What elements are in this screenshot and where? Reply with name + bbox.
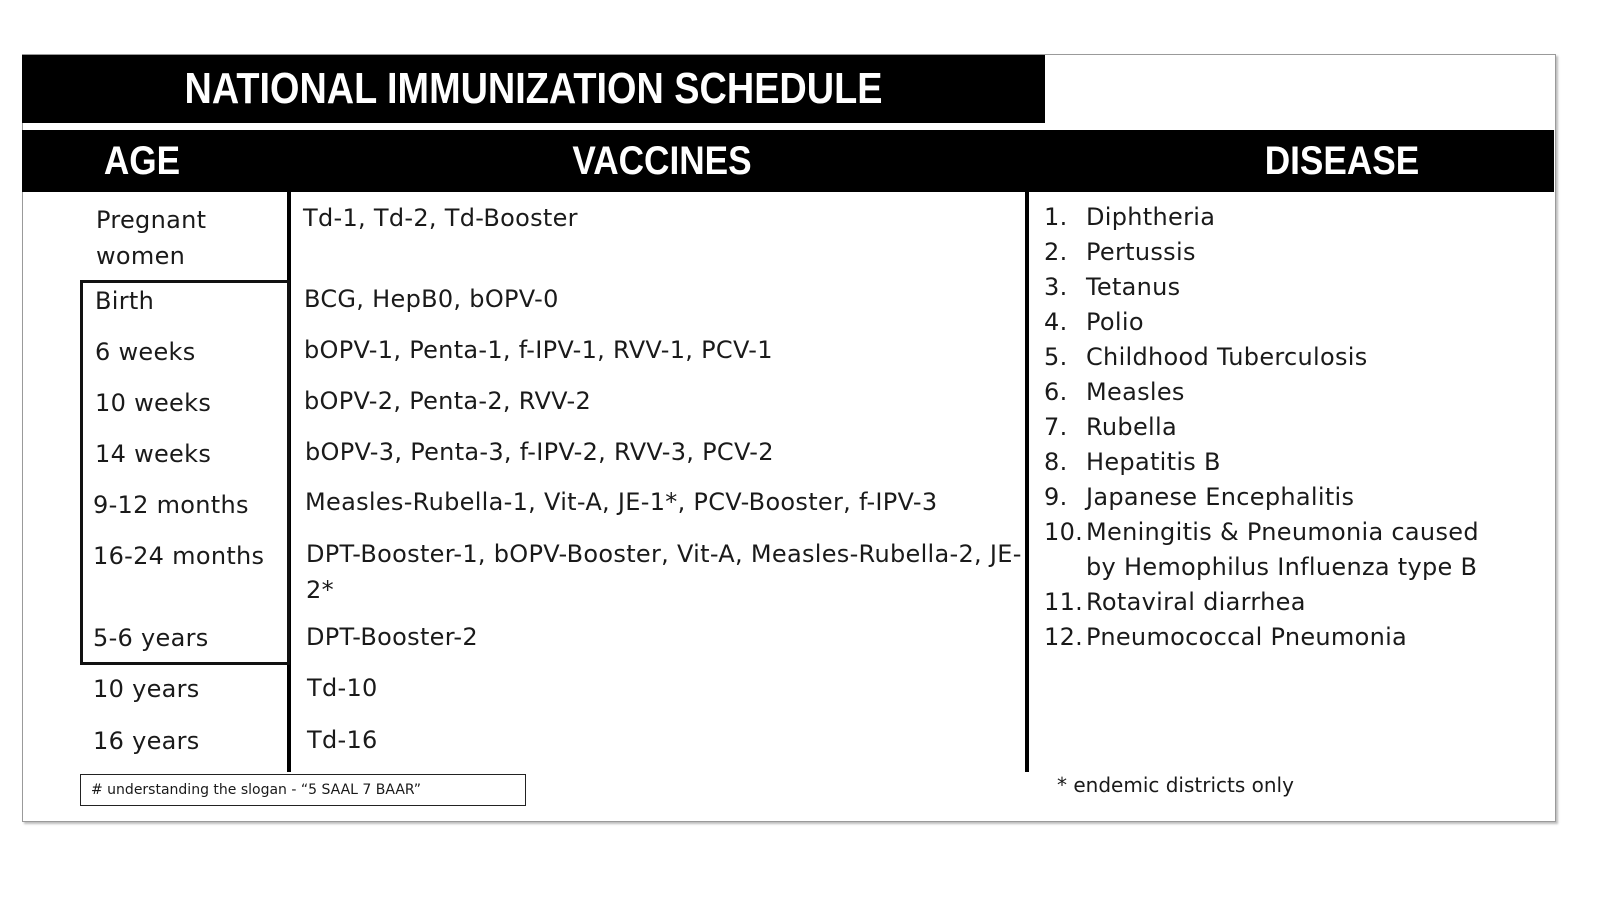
vaccines-cell: bOPV-3, Penta-3, f-IPV-2, RVV-3, PCV-2 bbox=[305, 438, 774, 466]
list-item-label: Pneumococcal Pneumonia bbox=[1086, 623, 1408, 651]
list-item-number: 1. bbox=[1044, 203, 1068, 231]
divider-vaccines-disease bbox=[1025, 192, 1029, 772]
vaccines-cell: Td-1, Td-2, Td-Booster bbox=[303, 204, 578, 232]
list-item bbox=[1044, 305, 1544, 340]
age-cell: 16 years bbox=[93, 727, 200, 755]
vaccines-cell: DPT-Booster-2 bbox=[306, 623, 478, 651]
age-cell: 16-24 months bbox=[93, 542, 265, 570]
list-item-number: 3. bbox=[1044, 273, 1068, 301]
list-item-label: Diphtheria bbox=[1086, 203, 1216, 231]
vaccines-cell: bOPV-1, Penta-1, f-IPV-1, RVV-1, PCV-1 bbox=[304, 336, 773, 364]
list-item-number: 2. bbox=[1044, 238, 1068, 266]
age-cell: 6 weeks bbox=[95, 338, 196, 366]
disease-list bbox=[1044, 200, 1544, 655]
vaccines-cell: Measles-Rubella-1, Vit-A, JE-1*, PCV-Booster, f-IPV-3 bbox=[305, 488, 938, 516]
list-item-number: 11. bbox=[1044, 588, 1084, 616]
header-disease: DISEASE bbox=[1264, 138, 1420, 183]
vaccines-cell: Td-16 bbox=[307, 726, 378, 754]
header-age: AGE bbox=[103, 138, 181, 183]
list-item-number: 12. bbox=[1044, 623, 1084, 651]
header-vaccines: VACCINES bbox=[572, 138, 752, 183]
age-cell: Birth bbox=[95, 287, 155, 315]
list-item bbox=[1044, 375, 1544, 410]
list-item bbox=[1044, 585, 1544, 620]
list-item-number: 8. bbox=[1044, 448, 1068, 476]
list-item-number: 10. bbox=[1044, 518, 1084, 546]
list-item-label: Polio bbox=[1086, 308, 1144, 336]
vaccines-cell: BCG, HepB0, bOPV-0 bbox=[304, 285, 559, 313]
list-item bbox=[1044, 515, 1544, 585]
list-item-label: Rotaviral diarrhea bbox=[1086, 588, 1306, 616]
list-item-label: Measles bbox=[1086, 378, 1185, 406]
age-cell: 10 weeks bbox=[95, 389, 212, 417]
list-item-label: Meningitis & Pneumonia caused by Hemophilus Influenza type B bbox=[1086, 518, 1479, 581]
list-item-label: Tetanus bbox=[1086, 273, 1181, 301]
title-bar bbox=[22, 55, 1045, 123]
list-item bbox=[1044, 445, 1544, 480]
list-item bbox=[1044, 340, 1544, 375]
list-item-label: Japanese Encephalitis bbox=[1086, 483, 1355, 511]
age-cell: 14 weeks bbox=[95, 440, 212, 468]
age-cell: 5-6 years bbox=[93, 624, 209, 652]
list-item-number: 7. bbox=[1044, 413, 1068, 441]
age-cell: 9-12 months bbox=[93, 491, 249, 519]
list-item-number: 9. bbox=[1044, 483, 1068, 511]
list-item-number: 4. bbox=[1044, 308, 1068, 336]
age-cell: Pregnant women bbox=[96, 206, 207, 270]
vaccines-cell: Td-10 bbox=[307, 674, 378, 702]
page-title: NATIONAL IMMUNIZATION SCHEDULE bbox=[184, 64, 883, 113]
age-cell: 10 years bbox=[93, 675, 200, 703]
slogan-note: # understanding the slogan - “5 SAAL 7 BAAR” bbox=[80, 774, 526, 806]
list-item-number: 6. bbox=[1044, 378, 1068, 406]
footnote: * endemic districts only bbox=[1057, 773, 1294, 797]
list-item-label: Rubella bbox=[1086, 413, 1177, 441]
list-item-label: Hepatitis B bbox=[1086, 448, 1221, 476]
list-item bbox=[1044, 620, 1544, 655]
list-item bbox=[1044, 410, 1544, 445]
list-item bbox=[1044, 270, 1544, 305]
table-header bbox=[22, 130, 1554, 192]
list-item-label: Childhood Tuberculosis bbox=[1086, 343, 1368, 371]
list-item bbox=[1044, 235, 1544, 270]
vaccines-cell: DPT-Booster-1, bOPV-Booster, Vit-A, Measles-Rubella-2, JE-2* bbox=[306, 540, 1022, 604]
list-item-label: Pertussis bbox=[1086, 238, 1196, 266]
list-item-number: 5. bbox=[1044, 343, 1068, 371]
vaccines-cell: bOPV-2, Penta-2, RVV-2 bbox=[304, 387, 592, 415]
list-item bbox=[1044, 200, 1544, 235]
list-item bbox=[1044, 480, 1544, 515]
